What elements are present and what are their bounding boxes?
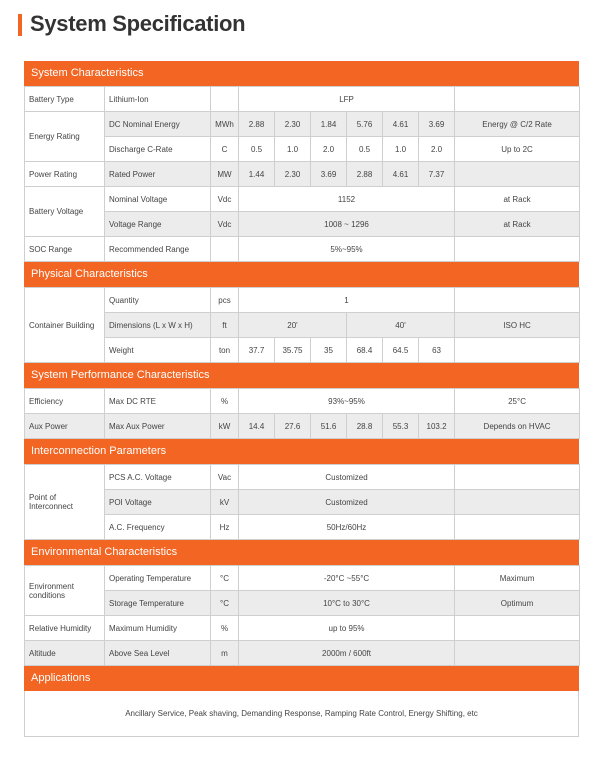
table-cell bbox=[211, 87, 239, 112]
table-cell: Weight bbox=[105, 338, 211, 363]
table-cell: % bbox=[211, 389, 239, 414]
table-cell: ft bbox=[211, 313, 239, 338]
table-cell: kW bbox=[211, 414, 239, 439]
table-row bbox=[25, 490, 580, 515]
table-row bbox=[25, 112, 580, 137]
table-cell: ton bbox=[211, 338, 239, 363]
section-table bbox=[24, 287, 580, 363]
table-cell: Dimensions (L x W x H) bbox=[105, 313, 211, 338]
table-cell: 37.7 bbox=[239, 338, 275, 363]
table-cell: m bbox=[211, 641, 239, 666]
table-cell bbox=[211, 237, 239, 262]
table-row bbox=[25, 641, 580, 666]
table-cell bbox=[455, 616, 580, 641]
table-cell: MWh bbox=[211, 112, 239, 137]
table-cell: 1.44 bbox=[239, 162, 275, 187]
table-cell: 25°C bbox=[455, 389, 580, 414]
section-table bbox=[24, 464, 580, 540]
table-cell: °C bbox=[211, 566, 239, 591]
table-cell: kV bbox=[211, 490, 239, 515]
table-row bbox=[25, 237, 580, 262]
table-cell: A.C. Frequency bbox=[105, 515, 211, 540]
table-row bbox=[25, 162, 580, 187]
section-table bbox=[24, 86, 580, 262]
table-cell: MW bbox=[211, 162, 239, 187]
table-cell: SOC Range bbox=[25, 237, 105, 262]
table-cell: 2.30 bbox=[275, 112, 311, 137]
table-cell: 14.4 bbox=[239, 414, 275, 439]
table-cell: 2.30 bbox=[275, 162, 311, 187]
table-cell bbox=[455, 490, 580, 515]
table-cell: 7.37 bbox=[419, 162, 455, 187]
table-cell bbox=[455, 288, 580, 313]
table-cell: Up to 2C bbox=[455, 137, 580, 162]
table-cell: Operating Temperature bbox=[105, 566, 211, 591]
table-cell: 10°C to 30°C bbox=[239, 591, 455, 616]
table-cell: Point of Interconnect bbox=[25, 465, 105, 540]
table-cell: Recommended Range bbox=[105, 237, 211, 262]
table-cell: Discharge C-Rate bbox=[105, 137, 211, 162]
table-row bbox=[25, 338, 580, 363]
table-row bbox=[25, 288, 580, 313]
table-cell: Efficiency bbox=[25, 389, 105, 414]
specification-table bbox=[24, 61, 579, 737]
table-row bbox=[25, 515, 580, 540]
table-row bbox=[25, 591, 580, 616]
table-cell: Rated Power bbox=[105, 162, 211, 187]
table-cell: Nominal Voltage bbox=[105, 187, 211, 212]
table-cell: 63 bbox=[419, 338, 455, 363]
table-cell: Vac bbox=[211, 465, 239, 490]
table-cell: 27.6 bbox=[275, 414, 311, 439]
applications-heading: Applications bbox=[24, 666, 579, 691]
table-cell: 93%~95% bbox=[239, 389, 455, 414]
table-row bbox=[25, 414, 580, 439]
table-cell bbox=[455, 87, 580, 112]
table-cell: 1.84 bbox=[311, 112, 347, 137]
table-cell: 1152 bbox=[239, 187, 455, 212]
table-cell: Power Rating bbox=[25, 162, 105, 187]
table-cell: PCS A.C. Voltage bbox=[105, 465, 211, 490]
section-table bbox=[24, 565, 580, 666]
table-cell bbox=[455, 515, 580, 540]
section-heading: Physical Characteristics bbox=[24, 262, 579, 287]
table-cell: at Rack bbox=[455, 212, 580, 237]
table-row bbox=[25, 87, 580, 112]
table-cell: Storage Temperature bbox=[105, 591, 211, 616]
table-cell: Depends on HVAC bbox=[455, 414, 580, 439]
table-cell: Altitude bbox=[25, 641, 105, 666]
table-row bbox=[25, 616, 580, 641]
table-cell: Max DC RTE bbox=[105, 389, 211, 414]
table-cell: pcs bbox=[211, 288, 239, 313]
table-cell: Relative Humidity bbox=[25, 616, 105, 641]
table-cell: 50Hz/60Hz bbox=[239, 515, 455, 540]
table-cell: 55.3 bbox=[383, 414, 419, 439]
table-cell: 3.69 bbox=[311, 162, 347, 187]
table-row bbox=[25, 212, 580, 237]
table-cell: Above Sea Level bbox=[105, 641, 211, 666]
table-cell: at Rack bbox=[455, 187, 580, 212]
table-cell: DC Nominal Energy bbox=[105, 112, 211, 137]
table-cell: 1008 ~ 1296 bbox=[239, 212, 455, 237]
table-cell: 2000m / 600ft bbox=[239, 641, 455, 666]
table-cell: Vdc bbox=[211, 187, 239, 212]
table-cell: 68.4 bbox=[347, 338, 383, 363]
table-cell: Environment conditions bbox=[25, 566, 105, 616]
table-cell: POI Voltage bbox=[105, 490, 211, 515]
table-cell bbox=[455, 237, 580, 262]
applications-text: Ancillary Service, Peak shaving, Demanding Response, Ramping Rate Control, Energy Shifting, etc bbox=[24, 691, 579, 737]
table-cell: 64.5 bbox=[383, 338, 419, 363]
table-cell bbox=[455, 465, 580, 490]
table-cell bbox=[455, 338, 580, 363]
table-cell: 20' bbox=[239, 313, 347, 338]
table-cell: Maximum Humidity bbox=[105, 616, 211, 641]
table-cell: LFP bbox=[239, 87, 455, 112]
section-heading: System Characteristics bbox=[24, 61, 579, 86]
table-cell: Energy Rating bbox=[25, 112, 105, 162]
table-cell: 28.8 bbox=[347, 414, 383, 439]
section-heading: Environmental Characteristics bbox=[24, 540, 579, 565]
table-cell: 35 bbox=[311, 338, 347, 363]
table-cell: 35.75 bbox=[275, 338, 311, 363]
section-heading: System Performance Characteristics bbox=[24, 363, 579, 388]
table-cell: 51.6 bbox=[311, 414, 347, 439]
table-cell: Max Aux Power bbox=[105, 414, 211, 439]
table-cell: 103.2 bbox=[419, 414, 455, 439]
title-accent-bar bbox=[18, 14, 22, 36]
table-cell: 1.0 bbox=[275, 137, 311, 162]
table-cell: 2.88 bbox=[347, 162, 383, 187]
table-cell: 2.88 bbox=[239, 112, 275, 137]
table-cell: Battery Type bbox=[25, 87, 105, 112]
table-cell: Quantity bbox=[105, 288, 211, 313]
table-cell bbox=[455, 162, 580, 187]
table-cell: ISO HC bbox=[455, 313, 580, 338]
table-cell: 4.61 bbox=[383, 162, 419, 187]
table-cell: Customized bbox=[239, 490, 455, 515]
table-cell: 5%~95% bbox=[239, 237, 455, 262]
table-cell: Customized bbox=[239, 465, 455, 490]
table-cell: Container Building bbox=[25, 288, 105, 363]
table-cell: Lithium-Ion bbox=[105, 87, 211, 112]
table-row bbox=[25, 566, 580, 591]
table-cell: 4.61 bbox=[383, 112, 419, 137]
table-row bbox=[25, 313, 580, 338]
table-cell: Maximum bbox=[455, 566, 580, 591]
table-row bbox=[25, 465, 580, 490]
table-cell: 0.5 bbox=[239, 137, 275, 162]
table-row bbox=[25, 137, 580, 162]
page-title: System Specification bbox=[30, 11, 246, 36]
table-cell: % bbox=[211, 616, 239, 641]
table-cell: C bbox=[211, 137, 239, 162]
table-cell: 0.5 bbox=[347, 137, 383, 162]
table-cell: Aux Power bbox=[25, 414, 105, 439]
table-cell: °C bbox=[211, 591, 239, 616]
table-cell: 5.76 bbox=[347, 112, 383, 137]
table-cell: Voltage Range bbox=[105, 212, 211, 237]
table-cell: Battery Voltage bbox=[25, 187, 105, 237]
table-cell: Vdc bbox=[211, 212, 239, 237]
table-cell: up to 95% bbox=[239, 616, 455, 641]
table-row bbox=[25, 187, 580, 212]
table-cell: Energy @ C/2 Rate bbox=[455, 112, 580, 137]
table-cell: Hz bbox=[211, 515, 239, 540]
table-cell: 3.69 bbox=[419, 112, 455, 137]
table-row bbox=[25, 389, 580, 414]
table-cell: 1.0 bbox=[383, 137, 419, 162]
table-cell: Optimum bbox=[455, 591, 580, 616]
section-table bbox=[24, 388, 580, 439]
section-heading: Interconnection Parameters bbox=[24, 439, 579, 464]
table-cell: 2.0 bbox=[311, 137, 347, 162]
table-cell: 1 bbox=[239, 288, 455, 313]
table-cell bbox=[455, 641, 580, 666]
table-cell: 40' bbox=[347, 313, 455, 338]
table-cell: 2.0 bbox=[419, 137, 455, 162]
table-cell: -20°C ~55°C bbox=[239, 566, 455, 591]
